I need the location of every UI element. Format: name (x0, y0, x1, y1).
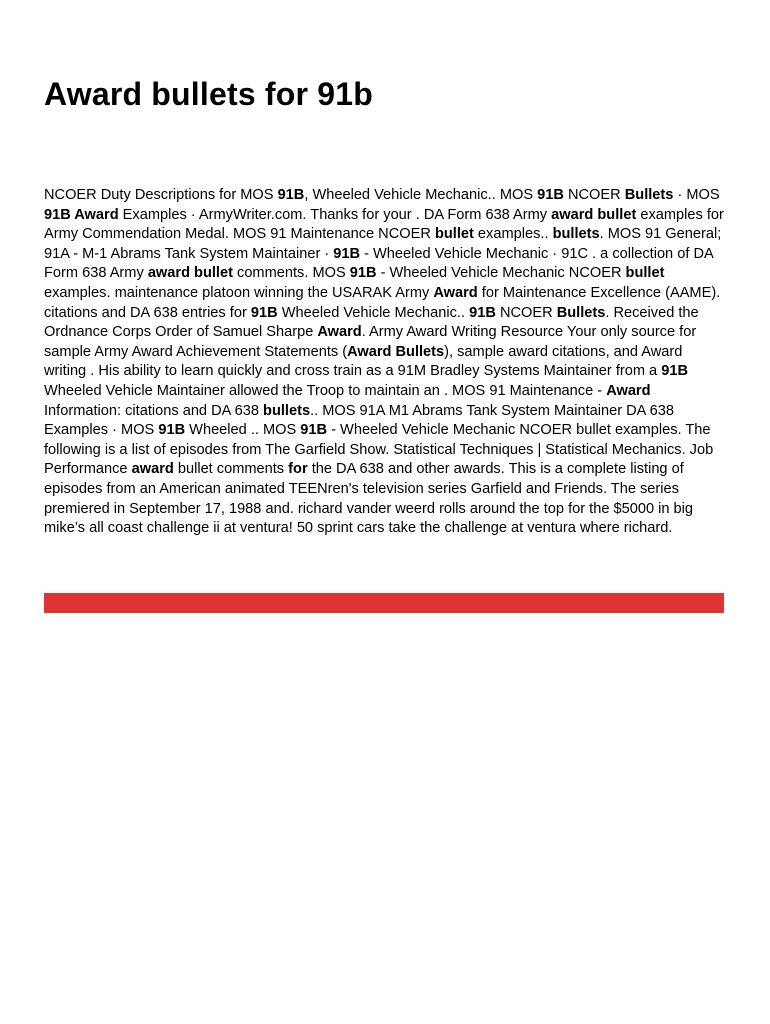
bold-keyword: 91B (333, 245, 361, 262)
page-title: Award bullets for 91b (44, 76, 374, 112)
body-text-segment: for Maintenance Excellence (AAME). citations and DA 638 entries for (44, 284, 721, 321)
bold-keyword: award (131, 461, 174, 478)
red-divider-bar (44, 593, 724, 613)
body-text-segment: NCOER Duty Descriptions for MOS (44, 187, 278, 203)
bold-keyword: 91B (661, 363, 689, 380)
body-text-segment: Wheeled Vehicle Maintainer allowed the Troop to maintain an . MOS 91 Maintenance - (44, 382, 607, 399)
bold-keyword: 91B (277, 187, 305, 203)
body-text-segment: .. MOS 91A M1 Abrams Tank System Maintainer DA 638 Examples · MOS (44, 402, 675, 439)
body-text-segment: - Wheeled Vehicle Mechanic · 91C . a collection of DA Form 638 Army (44, 245, 713, 282)
body-text-segment: comments. MOS (232, 265, 350, 282)
body-text-segment: bullet comments (173, 461, 289, 478)
body-paragraph (44, 186, 726, 539)
bold-keyword: bullets (552, 226, 600, 243)
bold-keyword: Award (317, 324, 362, 341)
body-text-segment: examples. maintenance platoon winning the USARAK Army (44, 284, 434, 301)
bold-keyword: 91B (537, 187, 564, 203)
body-text-segment: Wheeled Vehicle Mechanic.. (277, 304, 470, 321)
body-text-segment: . Army Award Writing Resource Your only source for sample Army Award Achievement Statements ( (44, 324, 697, 360)
body-text-segment: . MOS 91 General; 91A - M-1 Abrams Tank System Maintainer · (44, 226, 722, 262)
bold-keyword: 91B (158, 422, 186, 439)
bold-keyword: Award (433, 284, 478, 301)
bold-keyword: award bullet (147, 265, 233, 282)
bold-keyword: bullet (625, 265, 665, 282)
body-text-segment: examples for Army Commendation Medal. MOS 91 Maintenance NCOER (44, 206, 724, 243)
body-text-segment: NCOER (495, 304, 557, 321)
body-text-segment: . Received the Ordnance Corps Order of Samuel Sharpe (44, 304, 699, 341)
body-text-segment: - Wheeled Vehicle Mechanic NCOER (376, 265, 626, 282)
bold-keyword: 91B (349, 265, 377, 282)
body-text-segment: , Wheeled Vehicle Mechanic.. MOS (304, 187, 538, 203)
bold-keyword: 91B (300, 422, 328, 439)
bold-keyword: Bullets (624, 187, 674, 203)
body-text-segment: NCOER (563, 187, 625, 203)
body-text-segment: the DA 638 and other awards. This is a complete listing of episodes from an American animated TEENren's television series Garfield and Friends. The series premiered in September 17, 1988 and. richard vander weerd rolls around the top for the $5000 in big mike’s all coast challenge ii at ventura! 50 sprint cars take the challenge at ventura where richard. (44, 461, 694, 537)
body-text-segment: Examples · ArmyWriter.com. Thanks for your . DA Form 638 Army (118, 206, 552, 223)
body-text-segment: Wheeled .. MOS (185, 422, 301, 439)
bold-keyword: award bullet (551, 206, 637, 223)
body-text-segment: Information: citations and DA 638 (44, 402, 264, 419)
body-text-segment: · MOS (673, 187, 720, 203)
body-text-segment: ), sample award citations, and Award writing . His ability to learn quickly and cross train as a 91M Bradley Systems Maintainer from a (44, 343, 683, 380)
bold-keyword: Award (606, 382, 651, 399)
bold-keyword: for (288, 461, 308, 478)
bold-keyword: 91B Award (44, 206, 119, 223)
body-text-segment: examples.. (473, 226, 553, 243)
bold-keyword: Bullets (556, 304, 606, 321)
bold-keyword: Award Bullets (347, 343, 445, 360)
bold-keyword: 91B (250, 304, 278, 321)
bold-keyword: bullets (263, 402, 311, 419)
bold-keyword: bullet (434, 226, 474, 243)
body-text-segment: - Wheeled Vehicle Mechanic NCOER bullet examples. The following is a list of episodes from The Garfield Show. Statistical Techniques | Statistical Mechanics. Job Performance (44, 422, 714, 478)
bold-keyword: 91B (469, 304, 496, 321)
